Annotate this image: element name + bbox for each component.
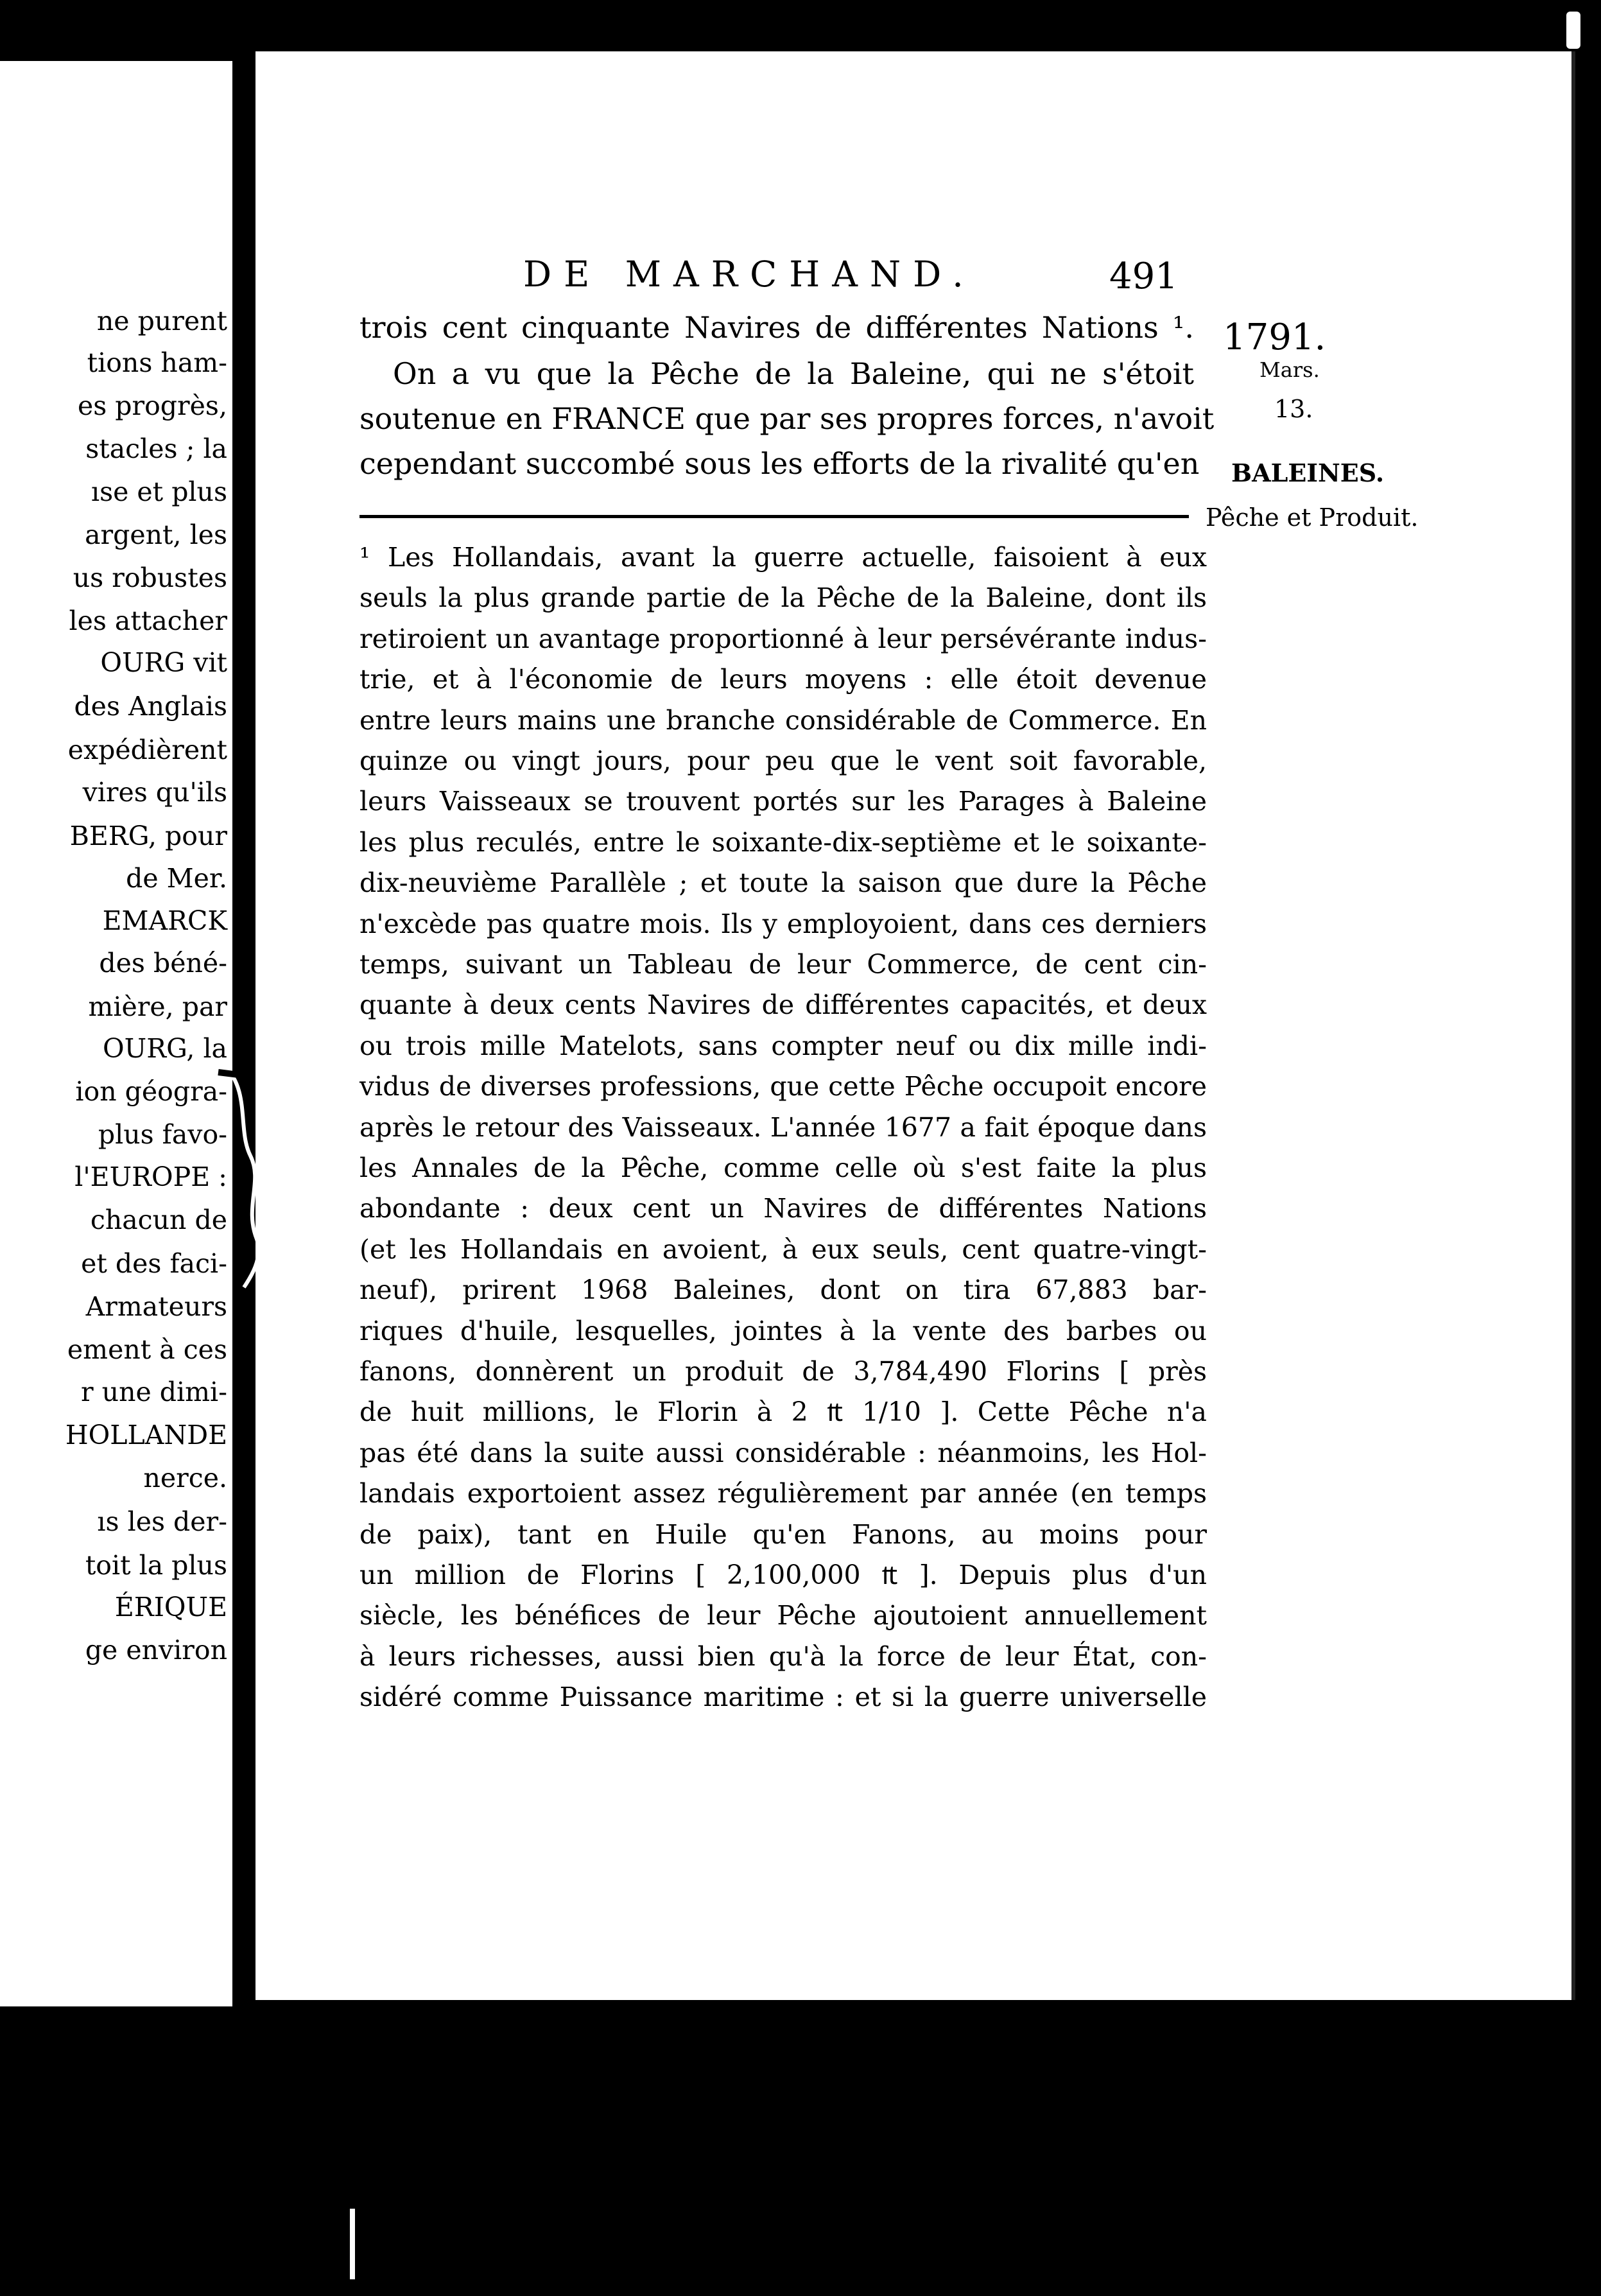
- left-fragment-line: ge environ: [85, 1635, 227, 1665]
- footnote-line: retiroient un avantage proportionné à leur persévérante indus-: [359, 623, 1207, 654]
- corner-mark: [1566, 12, 1580, 49]
- left-fragment-line: et des faci-: [81, 1248, 227, 1279]
- margin-month: Mars.: [1259, 358, 1320, 382]
- running-header: DE MARCHAND.: [523, 254, 976, 295]
- left-fragment-line: ıse et plus: [91, 476, 227, 507]
- left-fragment-line: ÉRIQUE: [114, 1592, 227, 1622]
- footnote-rule: [359, 515, 1189, 518]
- footnote-line: un million de Florins [ 2,100,000 ₶ ]. Depuis plus d'un: [359, 1560, 1207, 1590]
- footnote-line: pas été dans la suite aussi considérable : néanmoins, les Hol-: [359, 1438, 1207, 1468]
- footnote-line: de huit millions, le Florin à 2 ₶ 1/10 ]. Cette Pêche n'a: [359, 1396, 1207, 1427]
- footnote-line: abondante : deux cent un Navires de différentes Nations: [359, 1193, 1207, 1224]
- footnote-line: vidus de diverses professions, que cette Pêche occupoit encore: [359, 1071, 1207, 1102]
- left-fragment-line: ement à ces: [67, 1334, 227, 1365]
- left-fragment-line: des Anglais: [74, 691, 227, 722]
- margin-year: 1791.: [1223, 317, 1326, 358]
- left-fragment-line: tions ham-: [87, 347, 227, 378]
- footnote-line: riques d'huile, lesquelles, jointes à la vente des barbes ou: [359, 1316, 1207, 1346]
- left-fragment-line: OURG, la: [103, 1033, 227, 1064]
- footnote-line: (et les Hollandais en avoient, à eux seuls, cent quatre-vingt-: [359, 1234, 1207, 1265]
- left-fragment-line: argent, les: [85, 519, 227, 550]
- left-page-fragment: [0, 61, 232, 2006]
- left-fragment-line: toit la plus: [85, 1550, 227, 1581]
- left-fragment-line: des béné-: [99, 948, 227, 978]
- left-fragment-line: EMARCK: [102, 905, 227, 936]
- left-fragment-line: expédièrent: [67, 735, 227, 765]
- footnote-line: les Annales de la Pêche, comme celle où s'est faite la plus: [359, 1152, 1207, 1183]
- left-fragment-line: Armateurs: [85, 1291, 227, 1322]
- footnote-line: ¹ Les Hollandais, avant la guerre actuelle, faisoient à eux: [359, 542, 1207, 573]
- left-fragment-line: les attacher: [69, 605, 227, 636]
- left-fragment-line: chacun de: [90, 1205, 227, 1235]
- left-fragment-line: nerce.: [143, 1463, 227, 1493]
- left-fragment-line: ion géogra-: [75, 1076, 227, 1107]
- left-fragment-line: HOLLANDE: [65, 1420, 227, 1450]
- body-line-1: trois cent cinquante Navires de différentes Nations ¹.: [359, 310, 1194, 345]
- footnote-line: siècle, les bénéfices de leur Pêche ajoutoient annuellement: [359, 1600, 1207, 1631]
- margin-section: BALEINES.: [1231, 458, 1385, 487]
- footnote-line: fanons, donnèrent un produit de 3,784,490 Florins [ près: [359, 1356, 1207, 1387]
- left-fragment-line: vires qu'ils: [82, 777, 227, 808]
- footnote-line: neuf), prirent 1968 Baleines, dont on tira 67,883 bar-: [359, 1274, 1207, 1305]
- right-scan-edge: [1578, 0, 1601, 2296]
- left-fragment-line: stacles ; la: [85, 433, 227, 464]
- footnote-line: quinze ou vingt jours, pour peu que le vent soit favorable,: [359, 745, 1207, 776]
- left-fragment-line: OURG vit: [100, 647, 227, 678]
- body-line-4: cependant succombé sous les efforts de la rivalité qu'en: [359, 446, 1200, 481]
- left-fragment-line: us robustes: [73, 562, 227, 593]
- footnote-line: entre leurs mains une branche considérable de Commerce. En: [359, 705, 1207, 736]
- body-line-3: soutenue en FRANCE que par ses propres forces, n'avoit: [359, 401, 1215, 436]
- footnote-line: à leurs richesses, aussi bien qu'à la force de leur État, con-: [359, 1641, 1207, 1672]
- left-fragment-line: l'EUROPE :: [74, 1161, 227, 1192]
- footnote-line: ou trois mille Matelots, sans compter neuf ou dix mille indi-: [359, 1031, 1207, 1061]
- left-fragment-line: es progrès,: [77, 390, 227, 421]
- footnote-line: n'excède pas quatre mois. Ils y employoient, dans ces derniers: [359, 909, 1207, 939]
- footnote-line: dix-neuvième Parallèle ; et toute la saison que dure la Pêche: [359, 867, 1207, 898]
- left-fragment-line: plus favo-: [98, 1119, 227, 1150]
- left-fragment-line: ne purent: [96, 306, 227, 336]
- footnote-line: leurs Vaisseaux se trouvent portés sur les Parages à Baleine: [359, 786, 1207, 817]
- margin-subsection: Pêche et Produit.: [1206, 503, 1419, 532]
- bottom-mark: [350, 2209, 355, 2279]
- body-line-2: On a vu que la Pêche de la Baleine, qui ne s'étoit: [393, 356, 1194, 391]
- footnote-line: de paix), tant en Huile qu'en Fanons, au moins pour: [359, 1519, 1207, 1550]
- footnote-line: seuls la plus grande partie de la Pêche de la Baleine, dont ils: [359, 582, 1207, 613]
- margin-day: 13.: [1274, 395, 1313, 423]
- footnote-line: les plus reculés, entre le soixante-dix-septième et le soixante-: [359, 827, 1207, 858]
- left-fragment-line: mière, par: [88, 991, 227, 1022]
- footnote-line: temps, suivant un Tableau de leur Commerce, de cent cin-: [359, 949, 1207, 980]
- footnote-line: landais exportoient assez régulièrement par année (en temps: [359, 1478, 1207, 1509]
- footnote-line: quante à deux cents Navires de différentes capacités, et deux: [359, 989, 1207, 1020]
- left-fragment-line: de Mer.: [126, 863, 227, 894]
- left-fragment-line: BERG, pour: [69, 821, 227, 851]
- footnote-line: après le retour des Vaisseaux. L'année 1677 a fait époque dans: [359, 1112, 1207, 1143]
- left-fragment-line: ıs les der-: [97, 1506, 227, 1537]
- page-number: 491: [1109, 256, 1178, 297]
- footnote-line: trie, et à l'économie de leurs moyens : elle étoit devenue: [359, 664, 1207, 695]
- left-fragment-line: r une dimi-: [81, 1377, 227, 1407]
- footnote-line: sidéré comme Puissance maritime : et si la guerre universelle: [359, 1682, 1207, 1712]
